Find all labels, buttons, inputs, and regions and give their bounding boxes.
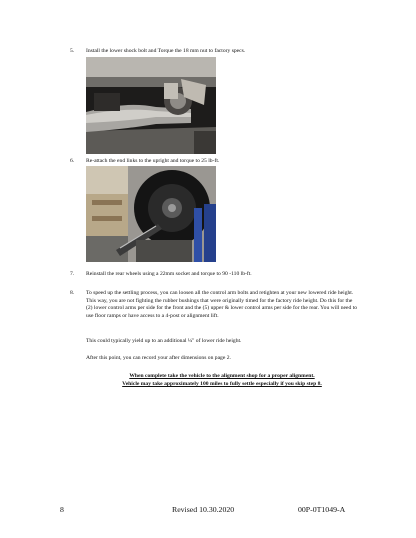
end-link-photo	[86, 166, 216, 262]
alignment-notice-line-1: When complete take the vehicle to the alignment shop for a proper alignment.	[129, 373, 315, 379]
alignment-notice-line-2: Vehicle may take approximately 100 miles to fully settle especially if you skip step 8.	[122, 381, 322, 387]
step-6-text: Re-attach the end links to the upright and torque to 25 lb-ft.	[86, 158, 220, 164]
yield-note: This could typically yield up to an additional ¼" of lower ride height.	[86, 338, 242, 344]
step-8-number: 8.	[70, 290, 75, 296]
part-number: 00P-0T1049-A	[298, 505, 346, 514]
step-5-number: 5.	[70, 48, 75, 54]
step-7-number: 7.	[70, 271, 75, 277]
step-6-number: 6.	[70, 158, 75, 164]
record-note: After this point, you can record your after dimensions on page 2.	[86, 355, 231, 361]
shock-bolt-photo	[86, 57, 216, 154]
step-8-text: To speed up the settling process, you can loosen all the control arm bolts and retighten at your new lowered ride height. This way, you are not fighting the rubber bushings that were originally timed for the factory ride height. Do this for the (2) lower control arms per side for the front and the (5) upper & lower control arms per side for the rear. You will need to use floor ramps or have access to a 4-post or alignment lift.	[86, 290, 358, 319]
step-5-text: Install the lower shock bolt and Torque the 18 mm nut to factory specs.	[86, 48, 246, 54]
step-7-text: Reinstall the rear wheels using a 22mm socket and torque to 90 -110 lb-ft.	[86, 271, 252, 277]
revision-date: Revised 10.30.2020	[172, 505, 235, 514]
page-number: 8	[60, 505, 64, 514]
